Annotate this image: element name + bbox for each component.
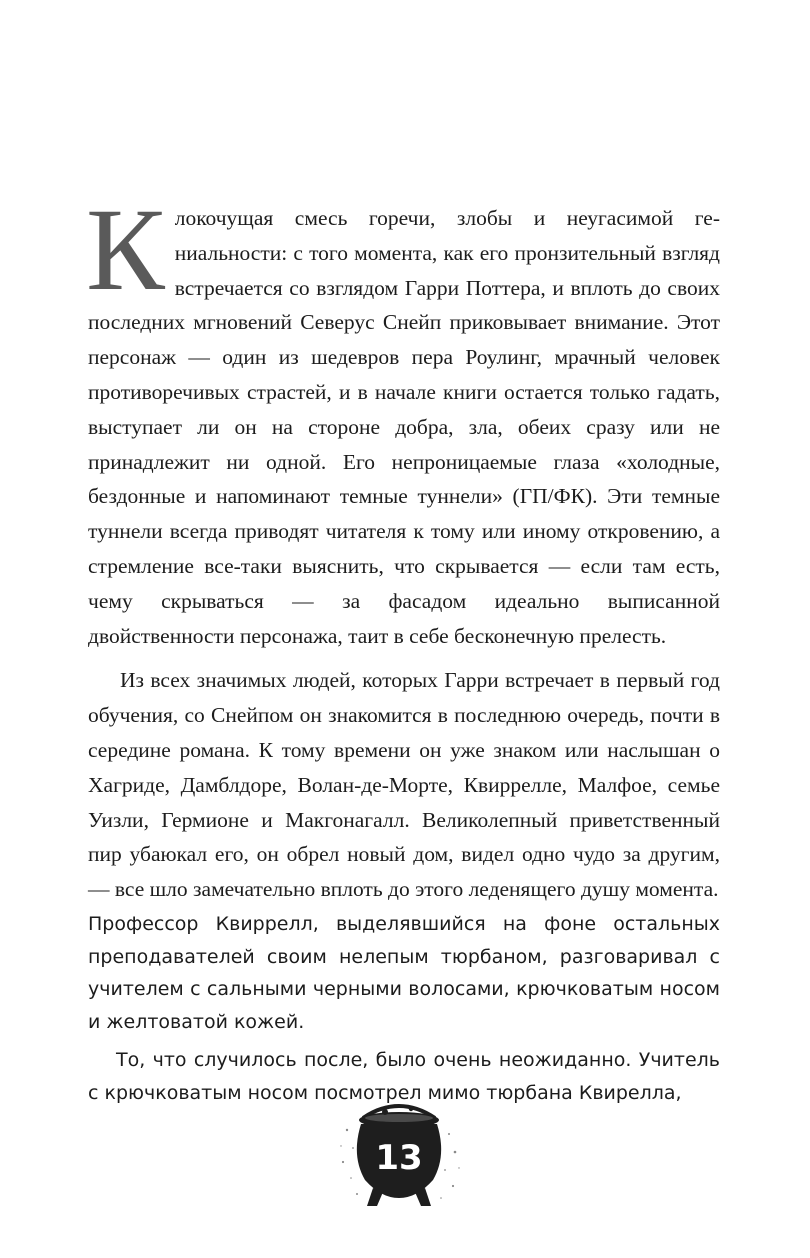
page-number: 13 <box>375 1138 423 1178</box>
paragraph-1-text: локочущая смесь горечи, злобы и неугасимой гениальности: с того момента, как его пронзительный взгляд встречается со взглядом Гарри Поттера, и вплоть до своих последних мгновений Северус Снейп приковывает внимание. Этот персонаж — один из шедевров пера Роулинг, мрачный человек противоречивых страстей, и в начале книги остается только гадать, выступает ли он на стороне добра, зла, обеих сразу или не принадлежит ни одной. Его непроницаемые глаза «холодные, бездонные и напоминают темные туннели» (ГП/ФК). Эти темные туннели всегда приводят читателя к тому или иному откровению, а стремление все-таки выяснить, что скрывается — если там есть, чему скрываться — за фасадом идеально выписанной двойственности персонажа, таит в себе бесконечную прелесть. <box>88 206 720 648</box>
drop-cap: К <box>86 184 165 315</box>
quote-paragraph-2: То, что случилось после, было очень неожиданно. Учитель с крючковатым носом посмотрел мимо тюрбана Квирелла, <box>88 1049 720 1104</box>
quote-block <box>88 908 720 1109</box>
paragraph-1 <box>86 184 720 653</box>
page-number-badge <box>333 1090 465 1212</box>
paragraph-2: Из всех значимых людей, которых Гарри встречает в первый год обучения, со Снейпом он знакомится в последнюю очередь, почти в середине романа. К тому времени он уже знаком или наслышан о Хагриде, Дамблдоре, Волан-де-Морте, Квиррелле, Малфое, семье Уизли, Гермионе и Макгонагалл. Великолепный приветственный пир убаюкал его, он обрел новый дом, видел одно чудо за другим, — все шло замечательно вплоть до этого леденящего душу момента. <box>88 668 720 902</box>
main-text <box>86 184 720 907</box>
quote-paragraph-1: Профессор Квиррелл, выделявшийся на фоне остальных преподавателей своим нелепым тюрбаном, разговаривал с учителем с сальными черными волосами, крючковатым носом и желтоватой кожей. <box>88 913 720 1033</box>
